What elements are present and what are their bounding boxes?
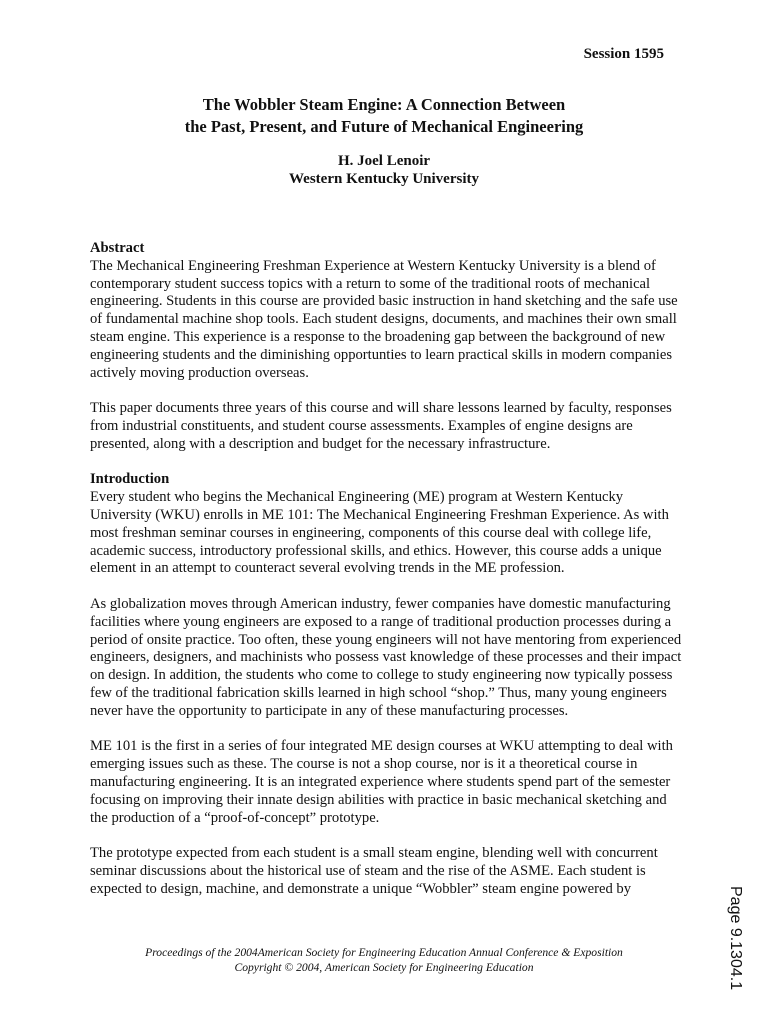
abstract-heading: Abstract	[90, 240, 145, 256]
introduction-paragraph-3: ME 101 is the first in a series of four integrated ME design courses at WKU attempting to deal with emerging issues such as these. The course is not a shop course, nor is it a theoretical course in manufacturing engineering. It is an integrated experience where students spend part of the semester focusing on improving their innate design abilities with practice in basic mechanical sketching and the production of a “proof-of-concept” prototype.	[90, 738, 673, 826]
session-number: Session 1595	[583, 46, 664, 62]
paper-body	[90, 240, 684, 916]
introduction-paragraph-1: Every student who begins the Mechanical Engineering (ME) program at Western Kentucky University (WKU) enrolls in ME 101: The Mechanical Engineering Freshman Experience. As with most freshman seminar courses in engineering, components of this course deal with college life, academic success, introductory professional skills, and ethics. However, this course adds a unique element in an attempt to counteract several evolving trends in the ME profession.	[90, 489, 669, 577]
title-line-2: the Past, Present, and Future of Mechanical Engineering	[184, 117, 584, 136]
author-affiliation: Western Kentucky University	[289, 171, 479, 187]
paper-title	[0, 94, 768, 138]
footer-copyright: Copyright © 2004, American Society for Engineering Education	[234, 960, 534, 974]
footer-proceedings: Proceedings of the 2004American Society for Engineering Education Annual Conference & Exposition	[145, 946, 623, 959]
introduction-heading: Introduction	[90, 471, 170, 488]
author-name: H. Joel Lenoir	[337, 153, 431, 169]
introduction-paragraph-2: As globalization moves through American industry, fewer companies have domestic manufacturing facilities where young engineers are exposed to a range of traditional production processes during a period of onsite practice. Too often, these young engineers will not have mentoring from experienced engineers, designers, and machinists who possess vast knowledge of these processes and their impact on design. In addition, the students who come to college to study engineering now typically possess few of the traditional fabrication skills learned in high school “shop.” Thus, many young engineers never have the opportunity to participate in any of these manufacturing processes.	[90, 595, 682, 719]
abstract-paragraph-1: The Mechanical Engineering Freshman Experience at Western Kentucky University is a blend of contemporary student success topics with a return to some of the traditional roots of mechanical engineering. Students in this course are provided basic instruction in hand sketching and the safe use of fundamental machine shop tools. Each student designs, documents, and machines their own small steam engine. This experience is a response to the broadening gap between the background of new engineering students and the diminishing opportunties to learn practical skills in modern companies actively moving production overseas.	[90, 257, 678, 381]
page-identifier: Page 9.1304.1	[727, 886, 744, 991]
author-block	[0, 152, 768, 188]
abstract-paragraph-2: This paper documents three years of this course and will share lessons learned by faculty, responses from industrial constituents, and student course assessments. Examples of engine designs are presented, along with a description and budget for the necessary infrastructure.	[90, 400, 672, 452]
title-line-1: The Wobbler Steam Engine: A Connection Between	[202, 95, 566, 114]
introduction-paragraph-4: The prototype expected from each student is a small steam engine, blending well with concurrent seminar discussions about the historical use of steam and the rise of the ASME. Each student is expected to design, machine, and demonstrate a unique “Wobbler” steam engine powered by	[90, 845, 658, 897]
footer	[0, 946, 768, 975]
